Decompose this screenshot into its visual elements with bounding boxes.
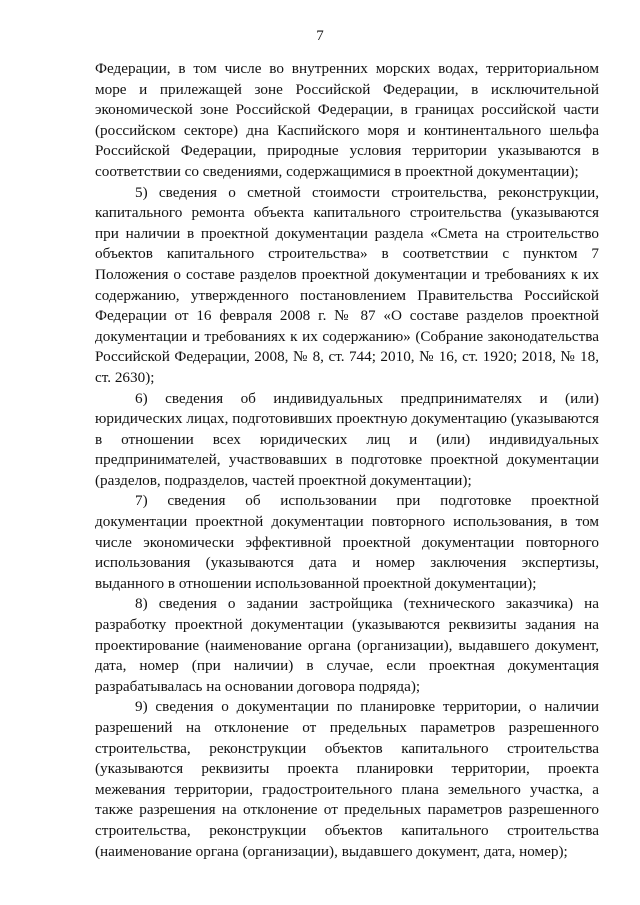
document-body xyxy=(95,59,599,862)
paragraph-continuation: Федерации, в том числе во внутренних морских водах, территориальном море и прилежащей зоне Российской Федерации, в исключительной экономической зоне Российской Федерации, в границах российской части (российском секторе) дна Каспийского моря и континентального шельфа Российской Федерации, природные условия территории указываются в соответствии со сведениями, содержащимися в проектной документации); xyxy=(95,60,599,180)
page-number: 7 xyxy=(316,28,324,44)
paragraph-item-5: 5) сведения о сметной стоимости строительства, реконструкции, капитального ремонта объекта капитального строительства (указываются при наличии в проектной документации раздела «Смета на строительство объектов капитального строительства» в соответствии с пунктом 7 Положения о составе разделов проектной документации и требованиях к их содержанию, утвержденного постановлением Правительства Российской Федерации от 16 февраля 2008 г. № 87 «О составе разделов проектной документации и требованиях к их содержанию» (Собрание законодательства Российской Федерации, 2008, № 8, ст. 744; 2010, № 16, ст. 1920; 2018, № 18, ст. 2630); xyxy=(95,183,599,386)
paragraph-item-8: 8) сведения о задании застройщика (технического заказчика) на разработку проектной документации (указываются реквизиты задания на проектирование (наименование органа (организации), выдавшего документ, дата, номер (при наличии) в случае, если проектная документация разрабатывалась на основании договора подряда); xyxy=(95,595,599,695)
paragraph-item-6: 6) сведения об индивидуальных предпринимателях и (или) юридических лицах, подготовивших проектную документацию (указываются в отношении всех юридических лиц и (или) индивидуальных предпринимателей, участвовавших в подготовке проектной документации (разделов, подразделов, частей проектной документации); xyxy=(95,389,599,489)
paragraph-item-9: 9) сведения о документации по планировке территории, о наличии разрешений на отклонение от предельных параметров разрешенного строительства, реконструкции объектов капитального строительства (указываются реквизиты проекта планировки территории, проекта межевания территории, градостроительного плана земельного участка, а также разрешения на отклонение от предельных параметров разрешенного строительства, реконструкции объектов капитального строительства (наименование органа (организации), выдавшего документ, дата, номер); xyxy=(95,698,599,860)
paragraph-item-7: 7) сведения об использовании при подготовке проектной документации проектной документации повторного использования, в том числе экономически эффективной проектной документации повторного использования (указываются дата и номер заключения экспертизы, выданного в отношении использованной проектной документации); xyxy=(95,492,599,592)
